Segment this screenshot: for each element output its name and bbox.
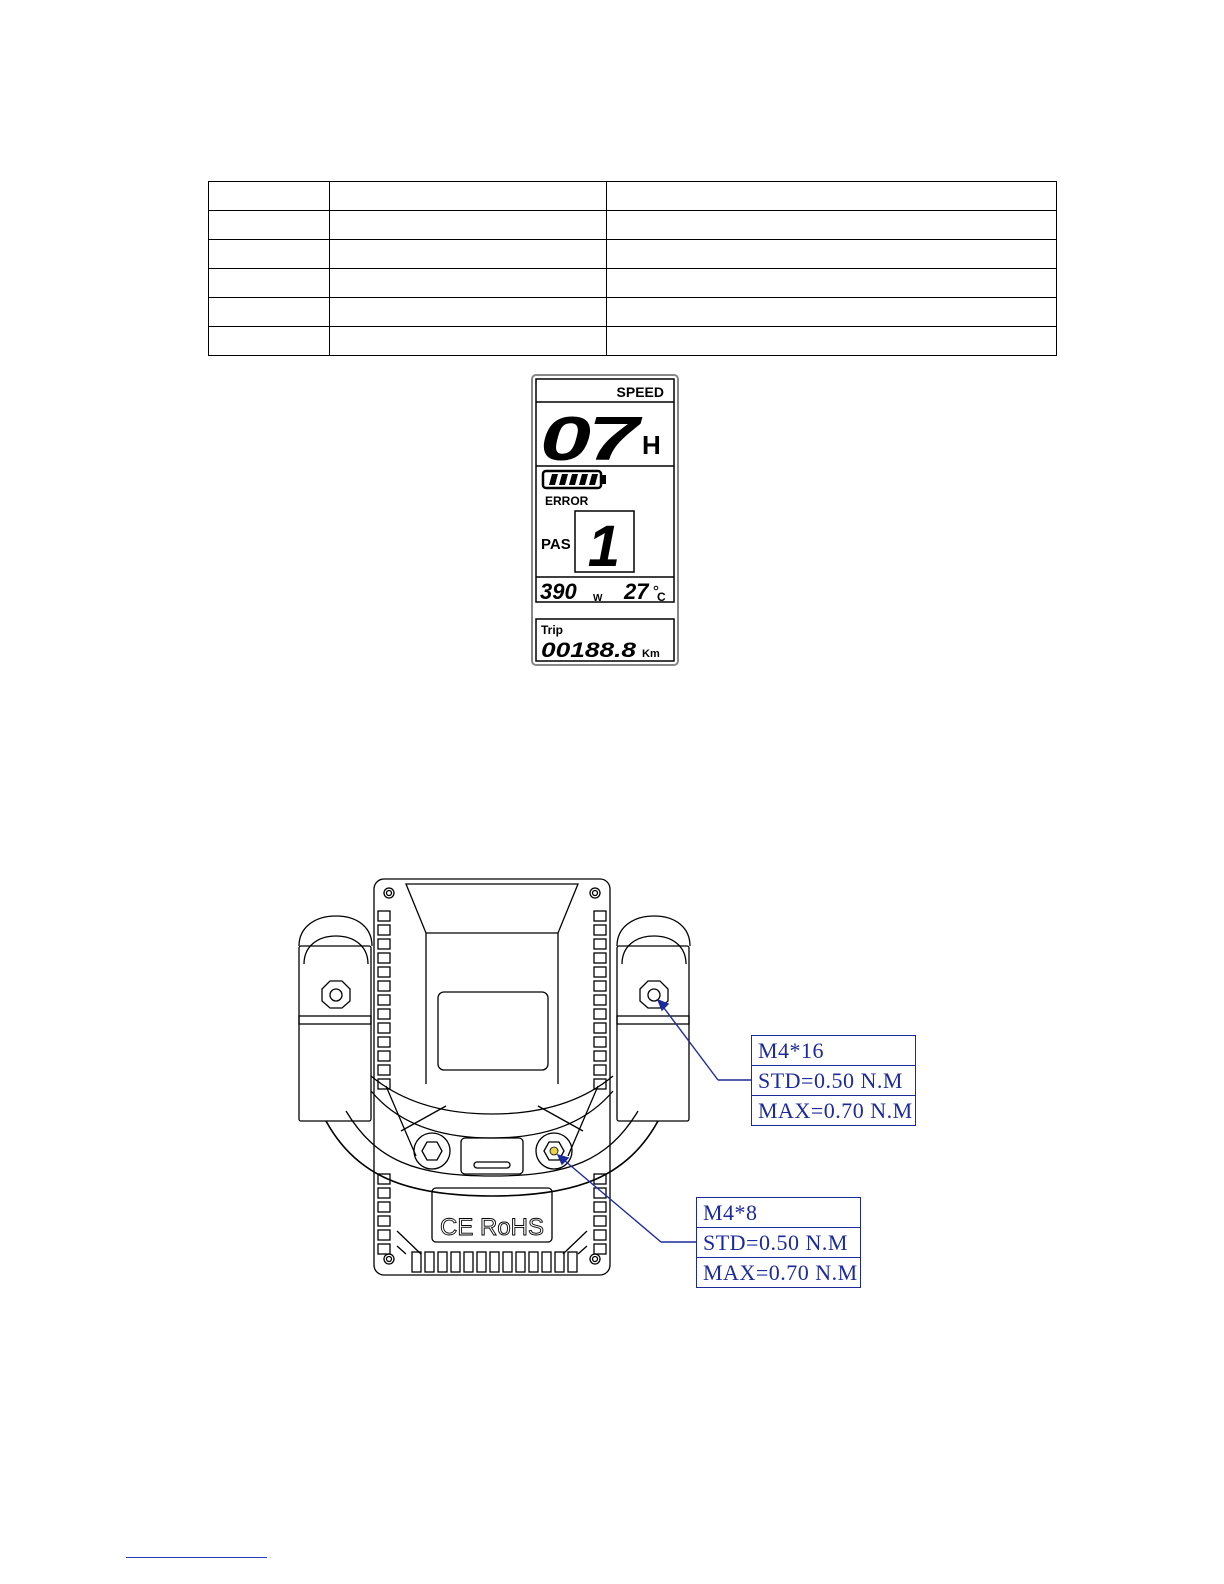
speed-unit: H	[642, 430, 661, 460]
table-cell	[607, 269, 1057, 298]
table-row	[209, 327, 1057, 356]
table-cell	[607, 182, 1057, 211]
table-row	[209, 182, 1057, 211]
pas-label: PAS	[541, 536, 571, 553]
temp-unit: C	[657, 590, 666, 604]
table-cell	[209, 298, 330, 327]
table-cell	[330, 298, 607, 327]
callout-std-torque: STD=0.50 N.M	[697, 1228, 860, 1258]
power-unit: W	[593, 593, 603, 604]
table-cell	[330, 269, 607, 298]
callout-max-torque: MAX=0.70 N.M	[703, 1260, 858, 1285]
speed-value: 07	[540, 405, 643, 474]
speed-label: SPEED	[616, 384, 664, 400]
table-cell	[330, 211, 607, 240]
table-row	[209, 240, 1057, 269]
table-row	[209, 269, 1057, 298]
footer-divider	[126, 1557, 267, 1558]
table-row	[209, 211, 1057, 240]
table-cell	[209, 240, 330, 269]
left-clamp	[299, 916, 372, 1121]
error-label: ERROR	[545, 494, 589, 508]
table-cell	[330, 182, 607, 211]
trip-unit: Km	[642, 648, 660, 660]
right-clamp	[617, 916, 690, 1121]
table-cell	[607, 211, 1057, 240]
table-cell	[607, 240, 1057, 269]
pas-level: 1	[587, 514, 620, 579]
cert-mark: CE RoHS	[439, 1214, 545, 1241]
callout-std-torque: STD=0.50 N.M	[752, 1066, 915, 1096]
table-cell	[607, 298, 1057, 327]
spec-table	[208, 181, 1057, 356]
table-cell	[209, 182, 330, 211]
power-value: 390	[540, 579, 577, 604]
table-cell	[209, 269, 330, 298]
callout-max-torque: MAX=0.70 N.M	[758, 1098, 913, 1123]
temp-value: 27	[624, 579, 649, 604]
table-cell	[607, 327, 1057, 356]
table-cell	[330, 240, 607, 269]
table-row	[209, 298, 1057, 327]
table-cell	[209, 211, 330, 240]
table-cell	[209, 327, 330, 356]
torque-callout-m4x8	[696, 1197, 861, 1288]
torque-callout-m4x16	[751, 1035, 916, 1126]
callout-bolt-size: M4*16	[752, 1036, 915, 1066]
trip-label: Trip	[541, 623, 564, 637]
table-cell	[330, 327, 607, 356]
callout-bolt-size: M4*8	[697, 1198, 860, 1228]
lcd-display-illustration	[531, 374, 679, 666]
trip-value: 00188.8	[541, 639, 637, 662]
